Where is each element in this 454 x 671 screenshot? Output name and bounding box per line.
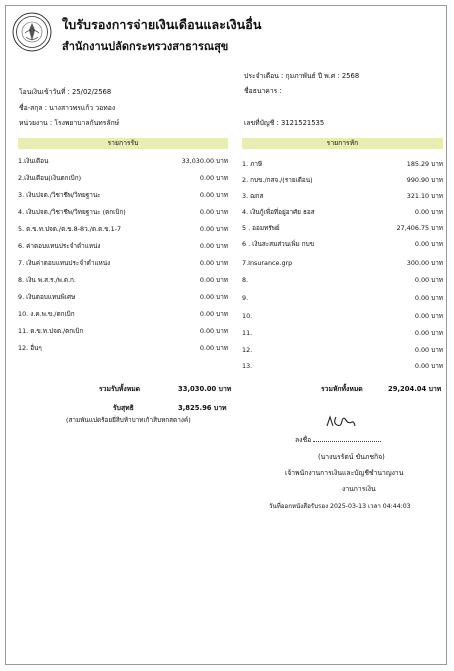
- deduction-value: 0.00 บาท: [414, 294, 443, 302]
- deduction-label: 10.: [242, 312, 253, 320]
- work-unit: หน่วยงาน : โรงพยาบาลกันทรลักษ์: [19, 119, 120, 127]
- income-value: 0.00 บาท: [199, 310, 228, 318]
- income-label: 2.เงินเดือน(เงินตกเบิก): [18, 174, 82, 182]
- deduction-value: 0.00 บาท: [414, 312, 443, 320]
- deduction-row: [242, 221, 443, 235]
- sign-label: ลงชื่อ: [295, 436, 312, 444]
- income-value: 0.00 บาท: [199, 208, 228, 216]
- income-row: [18, 171, 228, 185]
- income-row: [18, 307, 228, 321]
- net-pay-words: (สามพันแปดร้อยยี่สิบห้าบาทเก้าสิบหกสตางค์): [66, 416, 191, 424]
- deduction-label: 9.: [242, 294, 249, 302]
- deduction-row: [242, 256, 443, 270]
- signature-line: [295, 434, 381, 445]
- deduction-row: [242, 189, 443, 203]
- income-row: [18, 290, 228, 304]
- deduction-value: 0.00 บาท: [414, 240, 443, 248]
- deduction-label: 12.: [242, 346, 253, 354]
- deduction-value: 185.29 บาท: [406, 160, 443, 168]
- income-label: 7. เงินค่าตอบแทนประจำตำแหน่ง: [18, 259, 111, 267]
- deduction-value: 321.10 บาท: [406, 192, 443, 200]
- signature-dotted-line: [313, 435, 381, 442]
- deduction-value: 0.00 บาท: [414, 276, 443, 284]
- deduction-value: 300.00 บาท: [406, 259, 443, 267]
- deduction-label: 1. ภาษี: [242, 160, 263, 168]
- deduction-value: 0.00 บาท: [414, 329, 443, 337]
- income-value: 33,030.00 บาท: [181, 157, 228, 165]
- deduction-row: [242, 273, 443, 287]
- income-value: 0.00 บาท: [199, 259, 228, 267]
- income-value: 0.00 บาท: [199, 276, 228, 284]
- income-value: 0.00 บาท: [199, 191, 228, 199]
- income-label: 10. ง.ค.พ.ข./ตกเบิก: [18, 310, 75, 318]
- income-row: [18, 222, 228, 236]
- deduction-row: [242, 326, 443, 340]
- document-title: ใบรับรองการจ่ายเงินเดือนและเงินอื่น: [62, 17, 262, 32]
- employee-name: ชื่อ-สกุล : นางสาวพรแก้ว วอทอง: [19, 104, 116, 112]
- organization-name: สำนักงานปลัดกระทรวงสาธารณสุข: [62, 40, 229, 53]
- income-label: 9. เงินตอบแทนพิเศษ: [18, 293, 76, 301]
- account-number: เลขที่บัญชี : 3121521535: [244, 119, 325, 127]
- deduction-total-value: 29,204.04 บาท: [388, 385, 442, 393]
- income-label: 3. เงินปจต./วิชาชีพ/วิทยฐานะ: [18, 191, 101, 199]
- deduction-label: 5 . ออมทรัพย์: [242, 224, 280, 232]
- deduction-value: 27,406.75 บาท: [396, 224, 443, 232]
- deduction-label: 11.: [242, 329, 253, 337]
- deduction-value: 0.00 บาท: [414, 208, 443, 216]
- issued-timestamp: วันที่ออกหนังสือรับรอง 2025-03-13 เวลา 04:44:03: [269, 503, 411, 510]
- deduction-row: [242, 173, 443, 187]
- deduction-value: 0.00 บาท: [414, 362, 443, 370]
- income-value: 0.00 บาท: [199, 174, 228, 182]
- income-label: 4. เงินปจต./วิชาชีพ/วิทยฐานะ (ตกเบิก): [18, 208, 126, 216]
- income-total-label: รวมรับทั้งหมด: [99, 385, 141, 393]
- net-pay-label: รับสุทธิ: [113, 404, 134, 412]
- income-row: [18, 341, 228, 355]
- deduction-label: 3. ฌกส: [242, 192, 264, 200]
- income-value: 0.00 บาท: [199, 225, 228, 233]
- deduction-label: 2. กบข./กสจ./(รายเดือน): [242, 176, 313, 184]
- income-label: 6. ค่าตอบแทนประจำตำแหน่ง: [18, 242, 101, 250]
- deduction-row: [242, 157, 443, 171]
- net-pay-value: 3,825.96 บาท: [178, 404, 227, 412]
- income-label: 8. เงิน พ.ส.ร./พ.ต.ก.: [18, 276, 76, 284]
- deduction-row: [242, 205, 443, 219]
- bank-name: ชื่อธนาคาร :: [244, 87, 282, 95]
- income-row: [18, 205, 228, 219]
- deduction-header: รายการหัก: [242, 138, 443, 149]
- deduction-row: [242, 291, 443, 305]
- deduction-row: [242, 343, 443, 357]
- income-value: 0.00 บาท: [199, 327, 228, 335]
- income-row: [18, 324, 228, 338]
- deduction-row: [242, 359, 443, 373]
- income-row: [18, 239, 228, 253]
- transfer-date: โอนเงินเข้าวันที่ : 25/02/2568: [19, 88, 112, 96]
- deduction-label: 4. เงินกู้เพื่อที่อยู่อาศัย ธอส: [242, 208, 315, 216]
- deduction-row: [242, 237, 443, 251]
- income-row: [18, 273, 228, 287]
- signer-name: (นางนรรัตน์ ขันภชกิจ): [318, 453, 385, 461]
- income-value: 0.00 บาท: [199, 293, 228, 301]
- deduction-value: 0.00 บาท: [414, 346, 443, 354]
- income-label: 12. อื่นๆ: [18, 344, 42, 352]
- deduction-row: [242, 309, 443, 323]
- income-row: [18, 188, 228, 202]
- signer-department: งานการเงิน: [342, 485, 376, 493]
- income-header: รายการรับ: [18, 138, 228, 149]
- income-value: 0.00 บาท: [199, 344, 228, 352]
- signer-position: เจ้าพนักงานการเงินและบัญชีชำนาญงาน: [285, 469, 404, 477]
- deduction-total-label: รวมหักทั้งหมด: [321, 385, 363, 393]
- deduction-label: 6 . เงินสะสมส่วนเพิ่ม กบข: [242, 240, 315, 248]
- ministry-seal-logo: [12, 12, 52, 52]
- pay-month: ประจำเดือน : กุมภาพันธ์ ปี พ.ศ : 2568: [244, 72, 360, 80]
- deduction-label: 8.: [242, 276, 249, 284]
- income-label: 11. ต.ข.ท.ปจต./ตกเบิก: [18, 327, 84, 335]
- income-total-value: 33,030.00 บาท: [178, 385, 232, 393]
- income-row: [18, 154, 228, 168]
- income-row: [18, 256, 228, 270]
- income-value: 0.00 บาท: [199, 242, 228, 250]
- income-label: 1.เงินเดือน: [18, 157, 49, 165]
- deduction-label: 13.: [242, 362, 253, 370]
- document-frame: [5, 5, 447, 665]
- deduction-value: 990.90 บาท: [406, 176, 443, 184]
- deduction-label: 7.Insurance.grp: [242, 259, 293, 267]
- income-label: 5. ต.ข.ท.ปจต./ต.ข.8-8ว./ต.ต.ข.1-7: [18, 225, 122, 233]
- handwritten-signature: [324, 413, 358, 431]
